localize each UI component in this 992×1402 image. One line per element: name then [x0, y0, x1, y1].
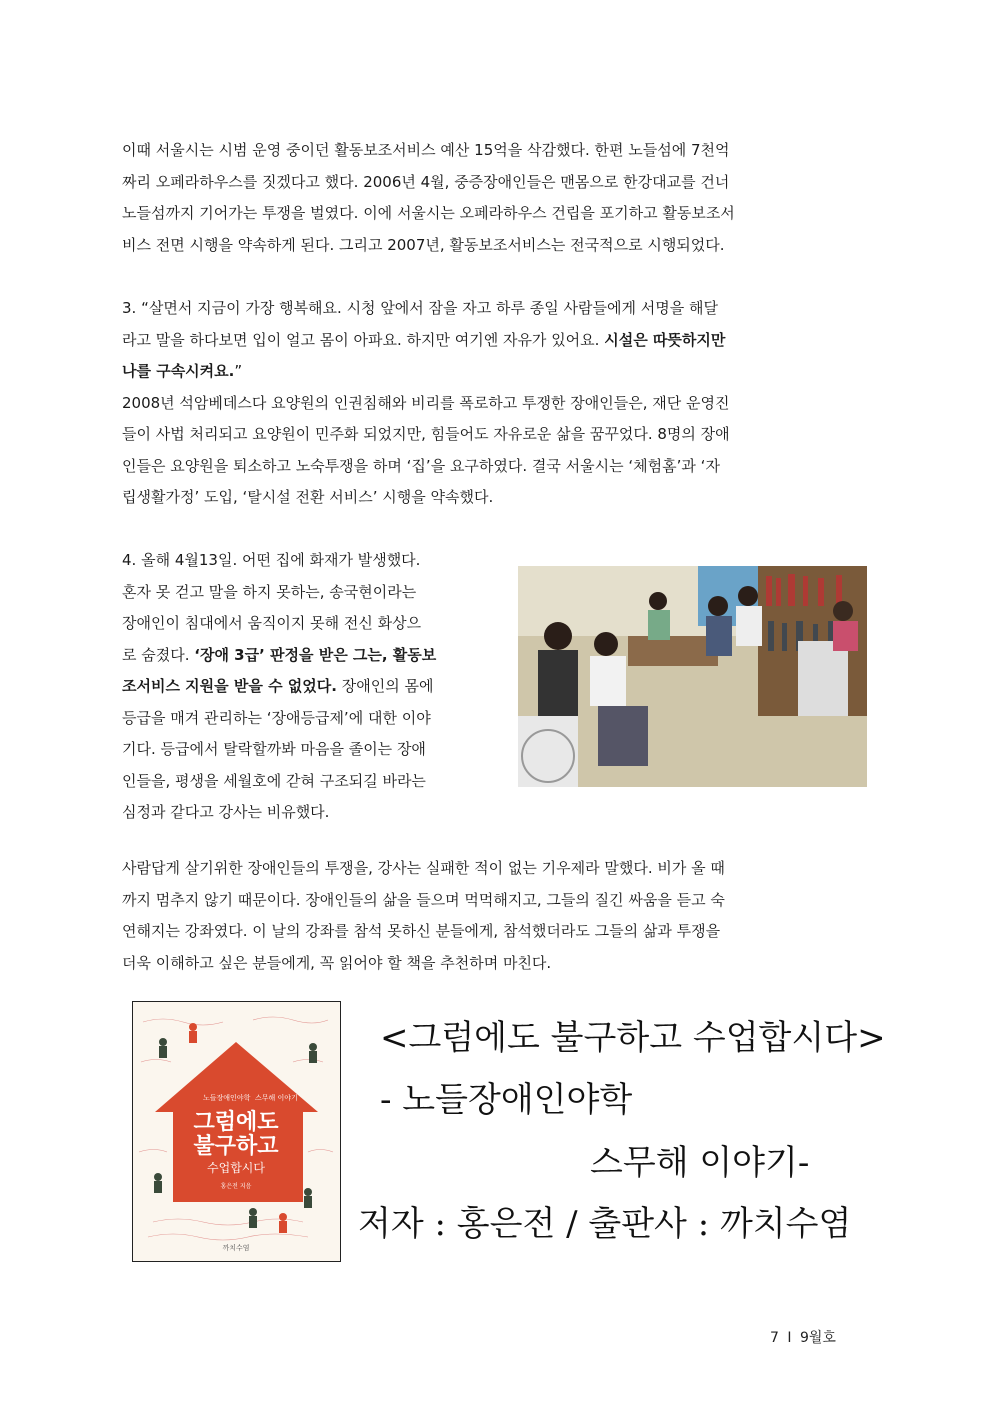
cover-title-3: 수업합시다 [207, 1161, 265, 1175]
cover-title-1: 그럼에도 [193, 1110, 279, 1135]
text-line: 혼자 못 걷고 말을 하지 못하는, 송국현이라는 [122, 582, 417, 601]
text-line: 노들섬까지 기어가는 투쟁을 벌였다. 이에 서울시는 오페라하우스 건립을 포기하고 활동보조서 [122, 204, 735, 222]
paragraph-section-4 [122, 545, 504, 829]
quote-bold: 시설은 따뜻하지만 [604, 330, 726, 349]
text-line: 등급을 매겨 관리하는 ‘장애등급제’에 대한 이야 [122, 708, 431, 727]
quote-text: 라고 말을 하다보면 입이 얼고 몸이 아파요. 하지만 여기엔 자유가 있어요. [122, 330, 600, 349]
text-line: 들이 사법 처리되고 요양원이 민주화 되었지만, 힘들어도 자유로운 삶을 꿈꾸었다. 8명의 장애 [122, 425, 730, 443]
page-footer [770, 1327, 836, 1347]
text-line: 연해지는 강좌였다. 이 날의 강좌를 참석 못하신 분들에게, 참석했더라도 그들의 삶과 투쟁을 [122, 922, 721, 940]
bold-text: 조서비스 지원을 받을 수 없었다. [122, 677, 337, 695]
text-line: 인들을, 평생을 세월호에 갇혀 구조되길 바라는 [122, 771, 426, 790]
book-subtitle-2: 스무해 이야기- [590, 1143, 810, 1183]
text-line: 기다. 등급에서 탈락할까봐 마음을 졸이는 장애 [122, 740, 426, 758]
text-line: 4. 올해 4월13일. 어떤 집에 화재가 발생했다. [122, 551, 421, 569]
text-run: 장애인의 몸에 [336, 677, 434, 695]
text-line: 장애인이 침대에서 움직이지 못해 전신 화상으 [122, 614, 422, 632]
paragraph-activity-support [122, 135, 868, 261]
paragraph-closing [122, 853, 868, 979]
text-line [122, 671, 504, 703]
page-number: 7 [770, 1330, 779, 1346]
text-line: 이때 서울시는 시범 운영 중이던 활동보조서비스 예산 15억을 삭감했다. 한편 노들섬에 7천억 [122, 141, 730, 159]
classroom-photo [518, 566, 867, 787]
book-title: <그럼에도 불구하고 수업합시다> [380, 1018, 886, 1058]
text-line: 심정과 같다고 강사는 비유했다. [122, 803, 330, 821]
issue-label: 9월호 [799, 1330, 836, 1346]
cover-small-top-2: 스무해 이야기 [255, 1094, 298, 1102]
book-subtitle-1: - 노들장애인야학 [380, 1080, 633, 1120]
quote-line: 3. “살면서 지금이 가장 행복해요. 시청 앞에서 잠을 자고 하루 종일 사람들에게 서명을 해달 [122, 299, 718, 317]
book-author-publisher: 저자 : 홍은전 / 출판사 : 까치수염 [358, 1204, 852, 1244]
quote-line [122, 325, 868, 357]
cover-author: 홍은전 지음 [220, 1183, 252, 1190]
footer-separator: I [787, 1330, 792, 1346]
paragraph-section-3 [122, 293, 868, 514]
text-line [122, 640, 504, 672]
text-line: 까지 멈추지 않기 때문이다. 장애인들의 삶을 들으며 먹먹해지고, 그들의 질긴 싸움을 듣고 숙 [122, 890, 725, 909]
quote-bold-2: 나를 구속시켜요. [122, 362, 235, 380]
text-line: 사람답게 살기위한 장애인들의 투쟁을, 강사는 실패한 적이 없는 기우제라 말했다. 비가 올 때 [122, 859, 725, 877]
cover-small-top: 노들장애인야학 [203, 1094, 251, 1102]
book-cover [132, 1001, 341, 1262]
text-line: 비스 전면 시행을 약속하게 된다. 그리고 2007년, 활동보조서비스는 전국적으로 시행되었다. [122, 235, 725, 254]
cover-publisher: 까치수염 [222, 1244, 250, 1252]
text-line: 짜리 오페라하우스를 짓겠다고 했다. 2006년 4월, 중증장애인들은 맨몸으로 한강대교를 건너 [122, 172, 730, 191]
cover-title-2: 불구하고 [193, 1134, 279, 1159]
text-run: 로 숨졌다. [122, 645, 195, 664]
text-line: 인들은 요양원을 퇴소하고 노숙투쟁을 하며 ‘집’을 요구하였다. 결국 서울시는 ‘체험홈’과 ‘자 [122, 456, 720, 475]
text-line: 2008년 석암베데스다 요양원의 인권침해와 비리를 폭로하고 투쟁한 장애인들은, 재단 운영진 [122, 393, 730, 412]
quote-end: ” [234, 362, 243, 380]
text-line: 더욱 이해하고 싶은 분들에게, 꼭 읽어야 할 책을 추천하며 마친다. [122, 953, 552, 972]
text-line: 립생활가정’ 도입, ‘탈시설 전환 서비스’ 시행을 약속했다. [122, 488, 494, 506]
quote-line [122, 356, 868, 388]
bold-text: ‘장애 3급’ 판정을 받은 그는, 활동보 [194, 645, 437, 664]
